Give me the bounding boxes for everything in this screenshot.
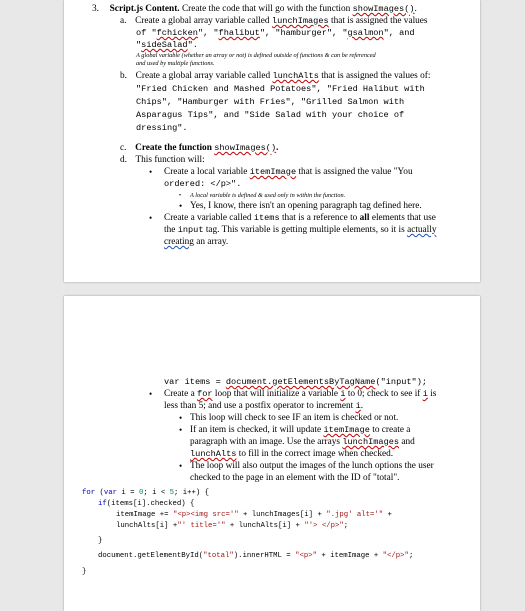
items-var: items <box>253 213 280 223</box>
item-b-line5: dressing". <box>136 123 188 133</box>
document-page-1 <box>64 0 480 282</box>
p2-b1-mid: loop that will initialize a variable <box>214 389 339 399</box>
quote: " <box>136 40 142 50</box>
is-word: is <box>430 389 437 399</box>
p2-s2-pre: If an item is checked, it will update <box>190 425 322 435</box>
code-for: for <box>82 489 96 497</box>
quote-end: ". <box>187 40 198 50</box>
item-c-marker: c. <box>120 143 127 153</box>
item-image-var: itemImage <box>249 167 297 177</box>
code-var: var <box>103 489 118 497</box>
code-line-1 <box>82 488 209 499</box>
p2-b1-line2-post: . <box>360 401 364 411</box>
side-salad-value: sideSalad <box>141 40 188 50</box>
item-b-line4: Asparagus Tips", and "Side Salad with your choice of <box>136 110 405 120</box>
item-a-text: Create a global array variable called <box>135 16 270 26</box>
code-l3-b: + lunchImages[i] + <box>238 511 327 519</box>
item-b-line2: "Fried Chicken and Mashed Potatoes", "Fried Halibut with <box>136 84 425 94</box>
item-3-number: 3. <box>92 4 99 14</box>
var-items-line <box>164 377 427 388</box>
item-c <box>120 143 278 154</box>
code-l3-s1: "<p><img src='" <box>172 511 239 519</box>
local-var-note: A local variable is defined & used only in within the function. <box>190 192 346 199</box>
global-var-note-line1: A global variable (whether an array or not) is defined outside of functions & can be referenced <box>136 52 376 59</box>
creating-word: creating <box>164 237 194 247</box>
d-bullet2-line2 <box>164 225 437 236</box>
a-line2-seg-4: ", "hamburger", " <box>259 28 348 38</box>
var-i-2: i <box>422 389 428 399</box>
code-l4-s1: "' title='" <box>177 522 226 530</box>
p2-s2-line2-pre: paragraph with an image. Use the arrays <box>190 437 340 447</box>
var-items-post: ("input"); <box>375 377 428 387</box>
bullet-2: • <box>149 213 153 223</box>
sub-bullet-1: • <box>179 193 182 199</box>
item-a-line3 <box>136 40 198 51</box>
for-keyword: for <box>197 389 213 399</box>
code-if-cond: (items[i].checked) { <box>106 500 195 508</box>
period-c: . <box>276 143 279 153</box>
code-line-7: } <box>82 568 87 576</box>
item-image-var-2: itemImage <box>323 425 370 435</box>
item-3-title: Script.js Content. <box>109 4 180 14</box>
code-l3-s2: ".jpg' alt='" <box>326 511 384 519</box>
d-bullet1-line2: ordered: </p>". <box>164 179 242 189</box>
lunch-alts-arr: lunchAlts <box>190 449 237 459</box>
code-cond: ; i < <box>143 489 170 497</box>
item-a-marker: a. <box>120 16 127 26</box>
code-if: if <box>98 500 107 508</box>
item-a-line1 <box>120 16 428 27</box>
p2-s3-line2: checked to the page in an element with the ID of "total". <box>190 473 400 483</box>
var-items-pre: var items = <box>164 377 226 387</box>
p2-bullet-1: • <box>149 389 153 399</box>
item-d-text: This function will: <box>135 155 205 165</box>
p2-s2-post: to create a <box>372 425 411 435</box>
d-sub-note: Yes, I know, there isn't an opening paragraph tag defined here. <box>190 201 422 211</box>
code-l4-c: ; <box>343 522 349 530</box>
d-bullet2-line1 <box>164 213 436 224</box>
code-l6-a: document.getElementById( <box>98 552 204 560</box>
item-b-marker: b. <box>120 71 127 81</box>
p2-s2-line2 <box>190 437 415 448</box>
a-line2-seg-6: ", and <box>383 28 415 38</box>
period: . <box>414 4 417 14</box>
code-l6-s3: "</p>" <box>382 552 409 560</box>
d-b1-post: that is assigned the value "You <box>298 167 413 177</box>
code-line-3 <box>116 510 392 521</box>
lunch-images-arr: lunchImages <box>342 437 400 447</box>
code-l6-b: ).innerHTML = <box>233 552 296 560</box>
show-images-fn-c: showImages() <box>214 143 277 153</box>
p2-b1-line2-pre: less than 5; and use a postfix operator to increment <box>164 401 354 411</box>
d-b2-line2-mid: tag. This variable is getting multiple elements, so it is <box>205 225 405 235</box>
p2-s3-line1: The loop will also output the images of the lunch options the user <box>190 461 434 471</box>
code-paren: ( <box>95 489 104 497</box>
code-l3-a: itemImage += <box>116 511 173 519</box>
d-bullet2-line3 <box>164 237 228 248</box>
p2-b1-pre: Create a <box>164 389 195 399</box>
code-line-6 <box>98 551 413 562</box>
code-l6-d: ; <box>408 552 414 560</box>
code-line-4 <box>116 521 348 532</box>
code-five: 5 <box>169 489 175 497</box>
item-b-line1 <box>120 71 430 82</box>
d-b2-post2: elements that use <box>371 213 436 223</box>
sub-bullet-2: • <box>179 201 183 211</box>
d-b2-text: Create a variable called <box>164 213 252 223</box>
code-l3-c: + <box>383 511 392 519</box>
a-line2-seg-1: fchicken <box>156 28 198 38</box>
item-c-text: Create the function <box>135 143 212 153</box>
d-b1-text: Create a local variable <box>164 167 248 177</box>
item-a-text-post: that is assigned the values <box>330 16 428 26</box>
a-line2-seg-3: fhalibut <box>218 28 260 38</box>
code-l6-c: + itemImage + <box>316 552 383 560</box>
code-l6-s2: "<p>" <box>295 552 317 560</box>
d-bullet1-line1 <box>164 167 413 178</box>
get-elements-fn: document.getElementsByTagName <box>225 377 376 387</box>
item-d <box>120 155 205 166</box>
code-zero: 0 <box>138 489 144 497</box>
p2-s2-line3 <box>190 449 393 460</box>
actually-word: actually <box>407 225 437 235</box>
code-l4-b: + lunchAlts[i] + <box>225 522 305 530</box>
item-a-line2 <box>136 28 415 39</box>
p2-b1-line2 <box>164 401 363 412</box>
p2-s1: This loop will check to see IF an item is checked or not. <box>190 413 399 423</box>
code-line-2 <box>98 499 194 510</box>
item-b-text: Create a global array variable called <box>135 71 271 81</box>
lunch-images-var: lunchImages <box>271 16 329 26</box>
a-line2-seg-5: gsalmon <box>347 28 384 38</box>
an-array: an array. <box>196 237 229 247</box>
item-b-text-post: that is assigned the values of: <box>321 71 431 81</box>
d-b2-post: that is a reference to <box>281 213 358 223</box>
a-line2-seg-2: ", " <box>197 28 219 38</box>
item-b-line3: Chips", "Hamburger with Fries", "Grilled Salmon with <box>136 97 405 107</box>
code-l4-s2: "'> </p>" <box>304 522 344 530</box>
p2-b1-post: to 0; check to see if <box>347 389 421 399</box>
p2-s2-line1 <box>190 425 410 436</box>
a-line2-seg-0: of " <box>136 28 157 38</box>
global-var-note-line2: and used by multiple functions. <box>136 60 215 67</box>
and-word: and <box>401 437 415 447</box>
the: the <box>164 225 176 235</box>
input-tag: input <box>177 225 204 235</box>
item-3-text: Create the code that will go with the function <box>181 4 351 14</box>
document-page-2 <box>64 296 480 611</box>
code-incr: ; i++) { <box>174 489 210 497</box>
p2-s2-line3-post: to fill in the correct image when checked. <box>238 449 394 459</box>
bullet-1: • <box>149 167 153 177</box>
code-line-5: } <box>98 537 103 545</box>
code-i-eq: i = <box>117 489 139 497</box>
p2-b1-line1 <box>164 389 436 400</box>
item-d-marker: d. <box>120 155 127 165</box>
p2-sub-bullet-1: • <box>179 413 183 423</box>
code-l6-s1: "total" <box>203 552 234 560</box>
p2-sub-bullet-3: • <box>179 461 183 471</box>
all-emphasis: all <box>359 213 370 223</box>
lunch-alts-var: lunchAlts <box>272 71 319 81</box>
show-images-fn: showImages() <box>352 4 415 14</box>
var-i: i <box>340 389 346 399</box>
p2-sub-bullet-2: • <box>179 425 183 435</box>
var-i-3: i <box>355 401 361 411</box>
code-l4-a: lunchAlts[i] + <box>116 522 178 530</box>
item-3 <box>92 4 417 15</box>
